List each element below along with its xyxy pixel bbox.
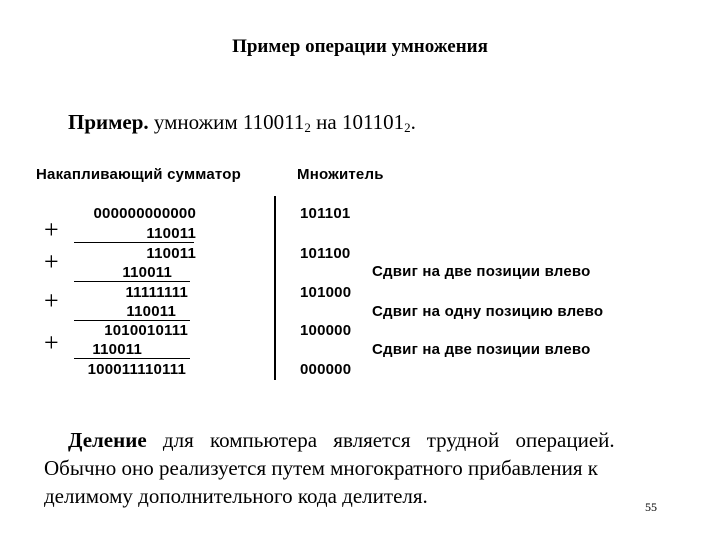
page-number: 55 [645, 500, 657, 514]
column-divider [274, 196, 276, 380]
accumulator-row: 1010010111 [104, 322, 188, 339]
accumulator-row: 100011110111 [87, 361, 186, 378]
multiplier-row: 101000 [300, 284, 352, 301]
page-title: Пример операции умножения [232, 36, 488, 57]
plus-sign: + [44, 247, 59, 276]
plus-sign: + [44, 328, 59, 357]
paragraph-line-1 [68, 428, 615, 453]
sum-underline [74, 358, 190, 359]
paragraph-bold-term: Деление [68, 428, 147, 452]
plus-sign: + [44, 215, 59, 244]
accumulator-row: 110011 [92, 341, 142, 358]
accumulator-row: 110011 [126, 303, 176, 320]
accumulator-row: 110011 [122, 264, 172, 281]
shift-note: Сдвиг на две позиции влево [372, 341, 591, 358]
paragraph-line-1-text: для компьютера является трудной операцией. [146, 428, 615, 452]
plus-sign: + [44, 286, 59, 315]
accumulator-header: Накапливающий сумматор [36, 166, 241, 183]
example-label: Пример. [68, 110, 149, 134]
accumulator-row: 110011 [146, 225, 196, 242]
paragraph-line-3: делимому дополнительного кода делителя. [44, 484, 428, 508]
example-subscript-1: 2 [304, 120, 311, 135]
example-line [68, 110, 416, 136]
multiplier-row: 101100 [300, 245, 351, 262]
accumulator-row: 110011 [146, 245, 196, 262]
accumulator-row: 000000000000 [93, 205, 196, 222]
multiplier-row: 000000 [300, 361, 352, 378]
multiplier-row: 101101 [300, 205, 351, 222]
sum-underline [74, 242, 194, 243]
sum-underline [74, 320, 190, 321]
multiplier-header: Множитель [297, 166, 384, 183]
example-subscript-2: 2 [404, 120, 411, 135]
example-end: . [410, 110, 416, 134]
multiplier-row: 100000 [300, 322, 352, 339]
example-text-1: умножим 110011 [148, 110, 305, 134]
example-text-2: на 101101 [310, 110, 405, 134]
shift-note: Сдвиг на две позиции влево [372, 263, 591, 280]
shift-note: Сдвиг на одну позицию влево [372, 303, 604, 320]
paragraph-line-2: Обычно оно реализуется путем многократного прибавления к [44, 456, 598, 480]
accumulator-row: 11111111 [125, 284, 188, 301]
sum-underline [74, 281, 190, 282]
